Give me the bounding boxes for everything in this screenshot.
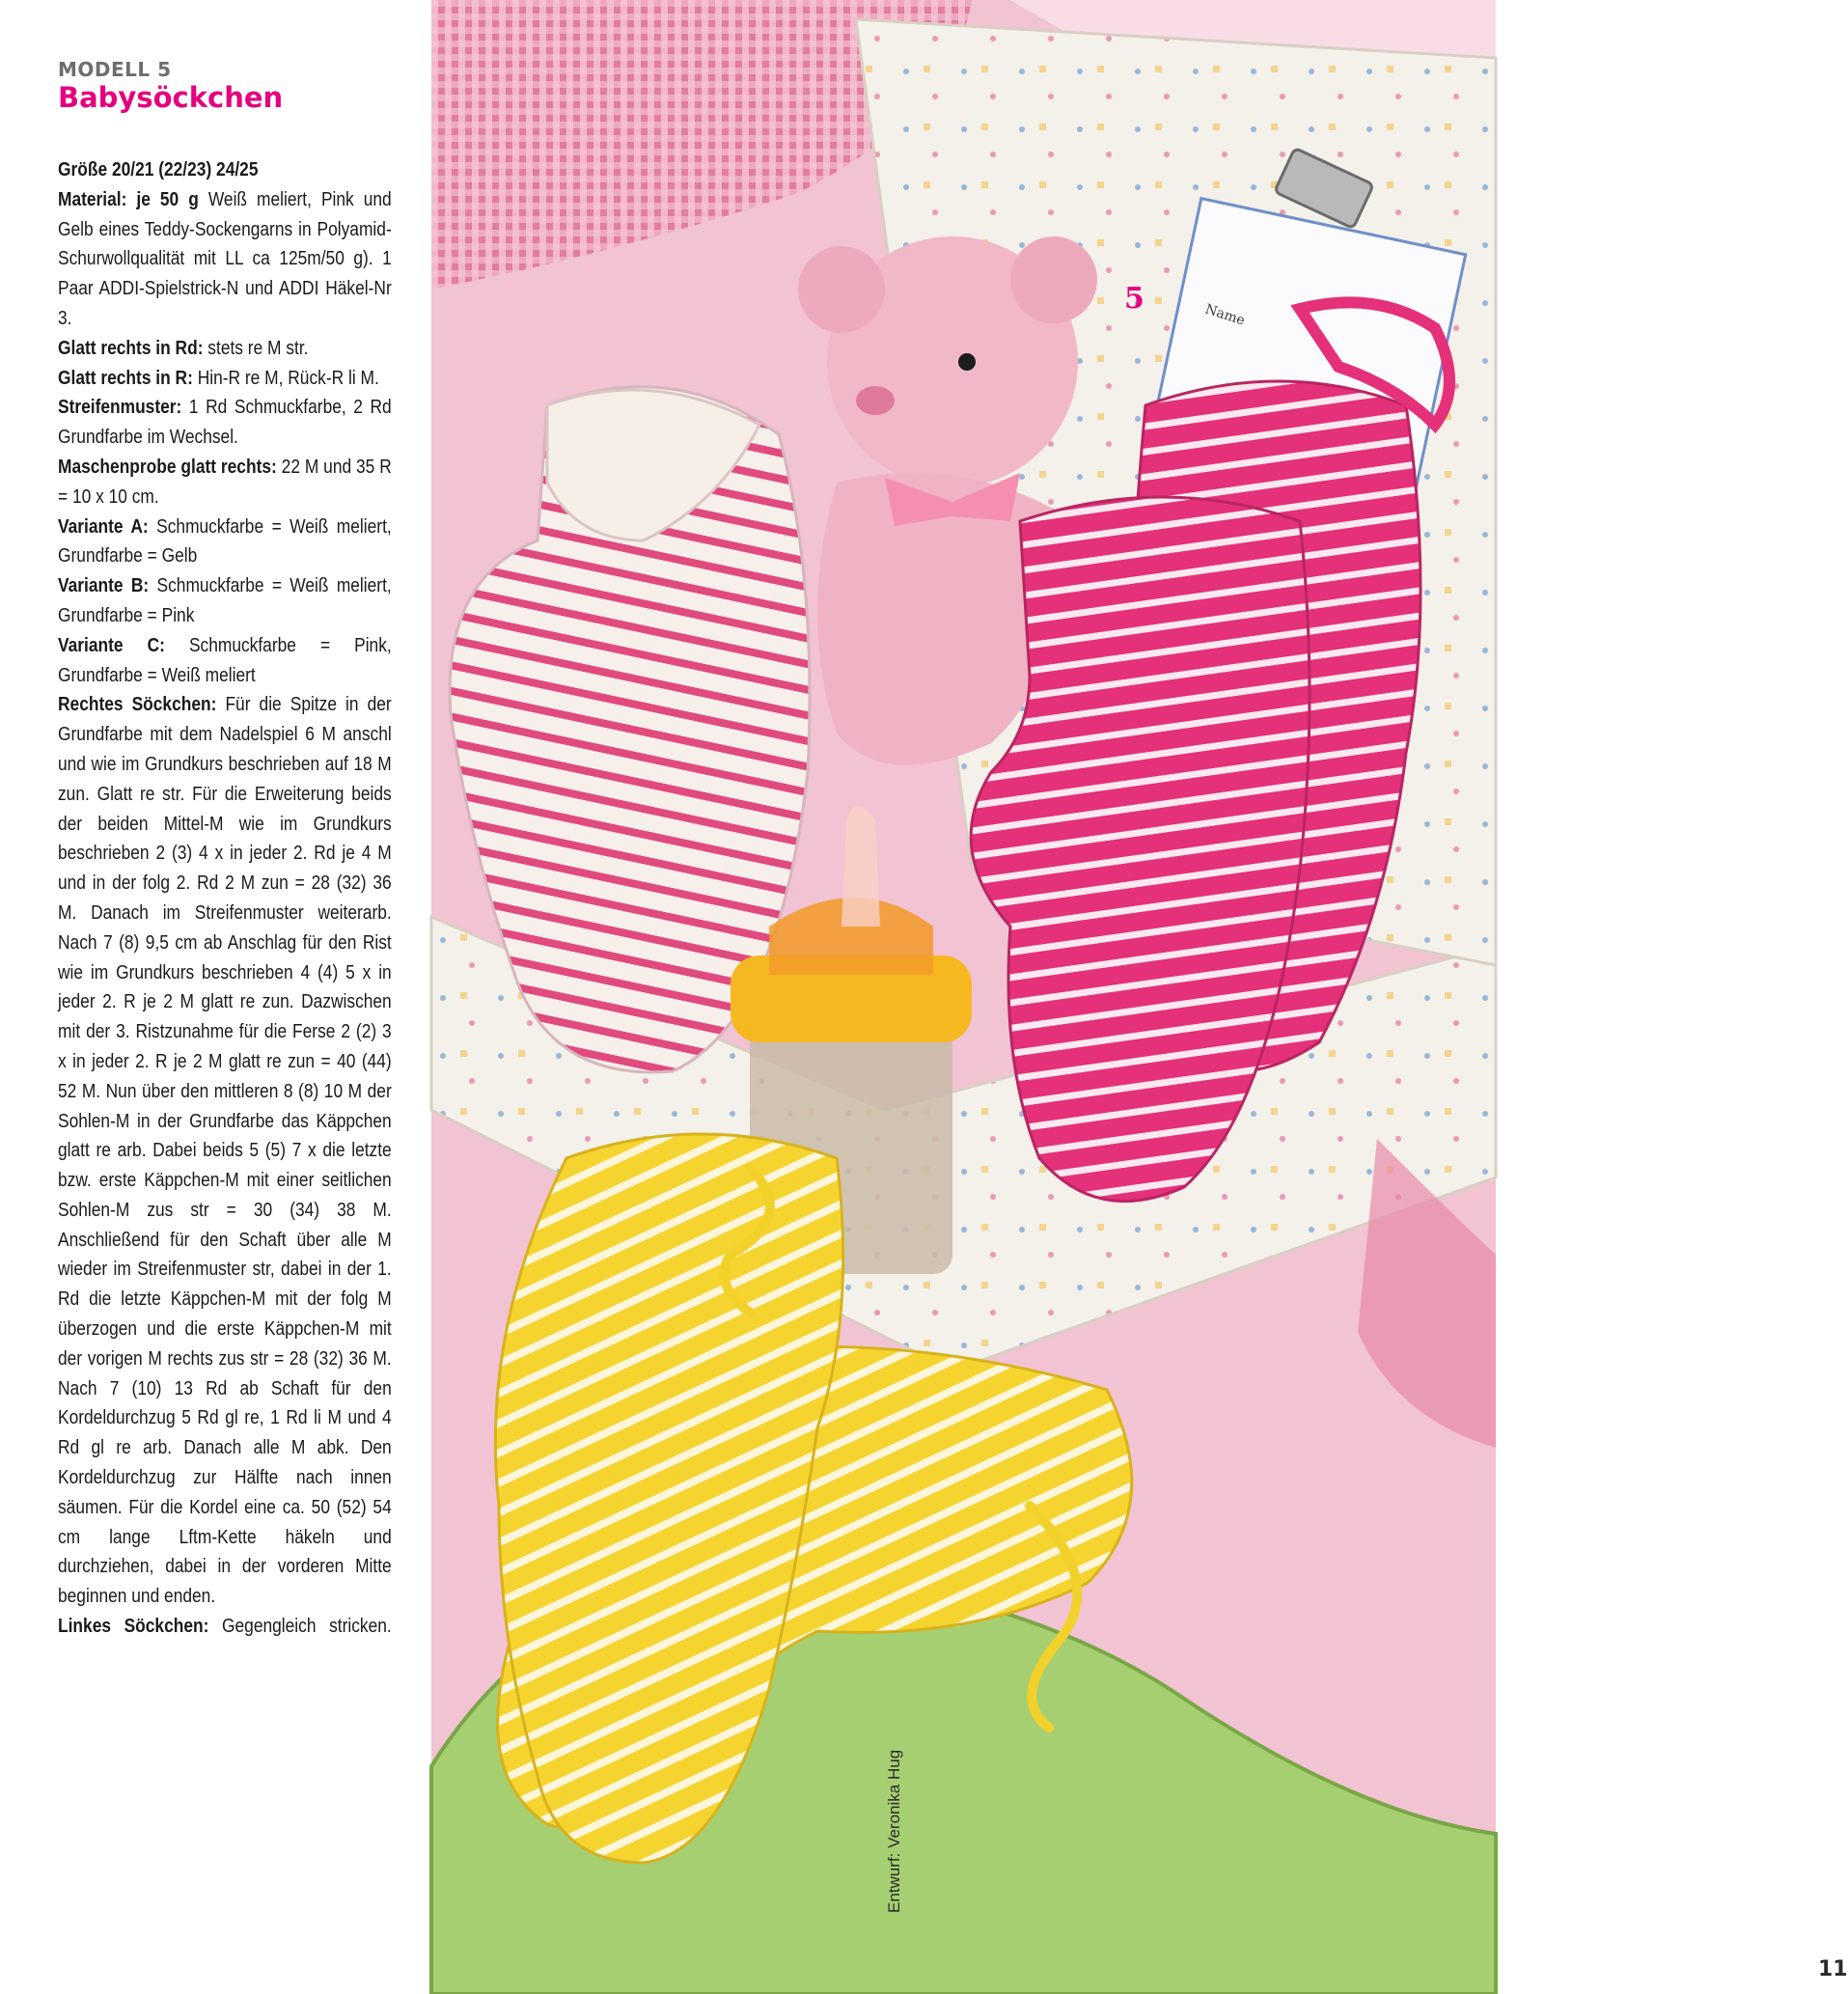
instruction-label: Maschenprobe glatt rechts: — [58, 456, 277, 478]
instruction-label: Variante C: — [58, 634, 165, 656]
teddy-nose — [856, 386, 895, 415]
instruction-label: Rechtes Söckchen: — [58, 694, 217, 716]
instruction-left-sock — [58, 1612, 392, 1642]
instruction-right-sock — [58, 690, 392, 1612]
instruction-rows — [58, 364, 392, 394]
model-number-label: 5 — [1124, 282, 1145, 316]
instruction-label: Material: je 50 g — [58, 188, 199, 210]
instruction-label: Linkes Söckchen: — [58, 1616, 209, 1638]
instruction-text: Für die Spitze in der Grundfarbe mit dem Nadelspiel 6 M anschl und wie im Grundkurs beschrieben auf 18 M zun. Glatt re str. Für die Erweiterung beids der beiden Mittel-M wie im Grundkurs beschrieben 2 (3) 4 x in jeder 2. Rd je 4 M und in der folg 2. Rd 2 M zun = 28 (32) 36 M. Danach im Streifenmuster weiterarb. Nach 7 (8) 9,5 cm ab Anschlag für den Rist wie im Grundkurs beschrieben 4 (4) 5 x in jeder 2. R je 2 M glatt re zun. Dazwischen mit der 3. Ristzunahme für die Ferse 2 (2) 3 x in jeder 2. R je 2 M glatt re zun = 40 (44) 52 M. Nun über den mittleren 8 (8) 10 M der Sohlen-M in der Grundfarbe das Käppchen glatt re arb. Dabei beids 5 (5) 7 x die letzte bzw. erste Käppchen-M mit einer seitlichen Sohlen-M zus str = 30 (34) 38 M. Anschließend für den Schaft über alle M wieder im Streifenmuster str, dabei in der 1. Rd die letzte Käppchen-M mit der folg M überzogen und die erste Käppchen-M mit der vorigen M rechts zus str = 28 (32) 36 M. Nach 7 (10) 13 Rd ab Schaft für den Kordeldurchzug 5 Rd gl re, 1 Rd li M und 4 Rd gl re arb. Danach alle M abk. Den Kordeldurchzug zur Hälfte nach innen säumen. Für die Kordel eine ca. 50 (52) 54 cm lange Lftm-Kette häkeln und durchziehen, dabei in der vorderen Mitte beginnen und enden. — [58, 694, 392, 1608]
model-label: MODELL 5 — [58, 58, 172, 81]
instruction-text: 22 M und 35 R = 10 x 10 cm. — [58, 456, 392, 508]
photo-illustration — [431, 0, 1496, 1994]
teddy-ear-left — [798, 246, 885, 333]
instruction-text: Weiß meliert, Pink und Gelb eines Teddy-Sockengarns in Polyamid-Schurwollqualität mit LL ca 125m/50 g). 1 Paar ADDI-Spielstrick-N und ADDI Häkel-Nr 3. — [58, 188, 392, 329]
instruction-label: Glatt rechts in R: — [58, 367, 193, 389]
instruction-text: Hin-R re M, Rück-R li M. — [197, 367, 379, 389]
product-photo — [431, 0, 1848, 1994]
instruction-text: Schmuckfarbe = Weiß meliert, Grundfarbe = Gelb — [58, 515, 392, 568]
instruction-label: Variante A: — [58, 515, 149, 538]
instruction-text: Gegengleich stricken. — [221, 1616, 392, 1638]
instructions-body — [58, 155, 392, 1642]
instruction-material — [58, 185, 392, 334]
instruction-size — [58, 155, 392, 185]
teddy-eye — [958, 353, 976, 371]
instruction-variant-c — [58, 631, 392, 691]
instruction-label: Streifenmuster: — [58, 397, 182, 419]
instruction-rounds — [58, 334, 392, 364]
instruction-text: Schmuckfarbe = Pink, Grundfarbe = Weiß meliert — [58, 634, 392, 686]
page-number: 11 — [1818, 1957, 1848, 1981]
teddy-ear-right — [1010, 236, 1097, 323]
instruction-label: Variante B: — [58, 575, 150, 597]
designer-credit: Entwurf: Veronika Hug — [885, 1749, 903, 1913]
instruction-gauge — [58, 453, 392, 512]
instruction-label: Größe 20/21 (22/23) 24/25 — [58, 159, 259, 180]
box-label-text: Name — [1202, 301, 1247, 329]
bottle-teat — [841, 806, 880, 927]
instruction-text: Schmuckfarbe = Weiß meliert, Grundfarbe = Pink — [58, 575, 392, 626]
instruction-variant-b — [58, 571, 392, 631]
instruction-text: stets re M str. — [207, 337, 309, 359]
page-title: Babysöckchen — [58, 81, 284, 114]
instructions-column — [58, 58, 392, 1642]
instruction-label: Glatt rechts in Rd: — [58, 337, 204, 359]
instruction-variant-a — [58, 512, 392, 572]
instruction-stripes — [58, 393, 392, 453]
instruction-text: 1 Rd Schmuckfarbe, 2 Rd Grundfarbe im Wechsel. — [58, 397, 392, 449]
